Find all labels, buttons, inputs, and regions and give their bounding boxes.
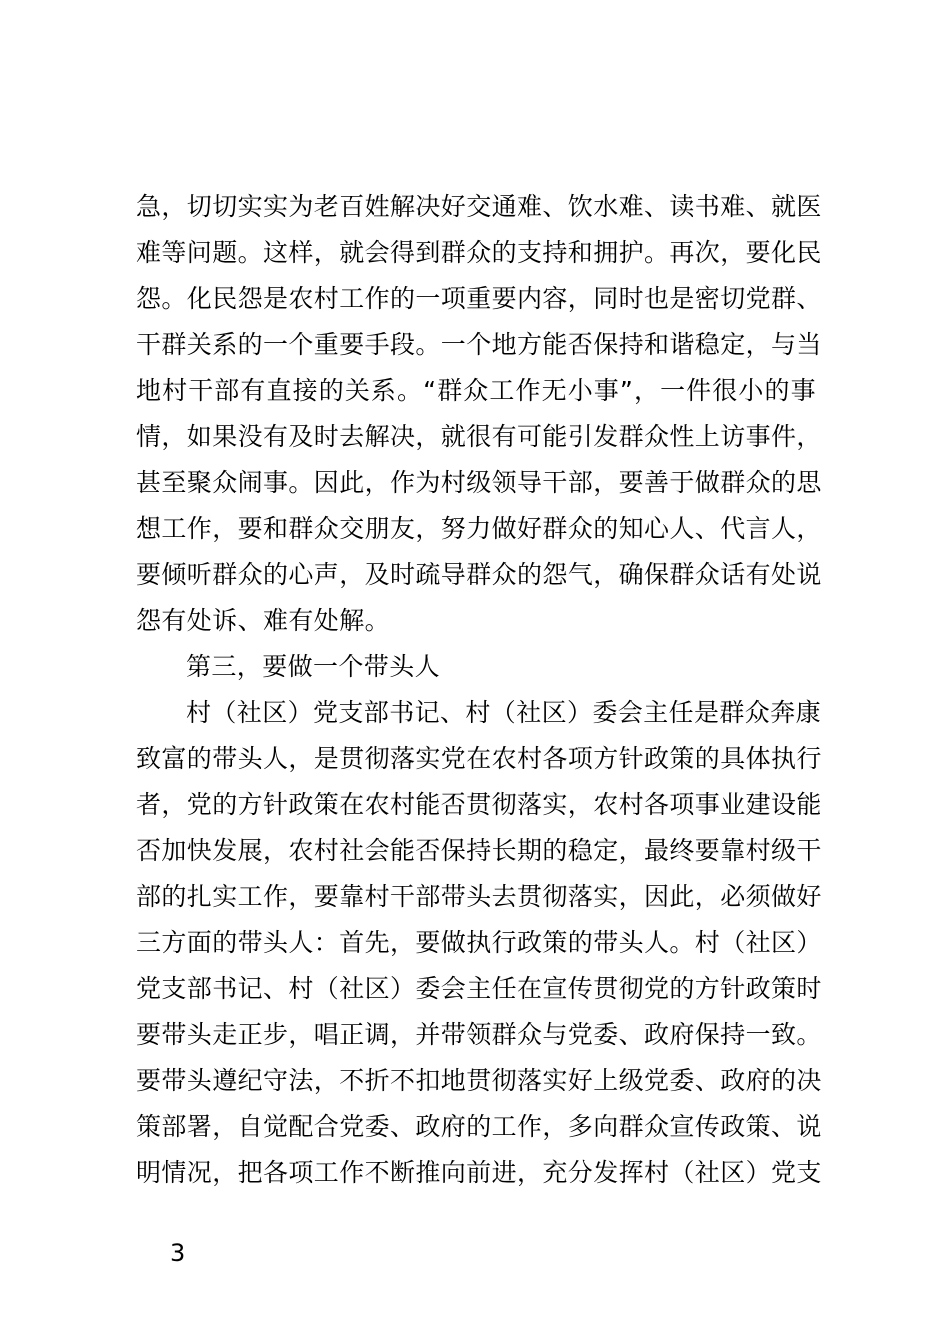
text-line: 者，党的方针政策在农村能否贯彻落实，农村各项事业建设能 <box>136 790 822 819</box>
text-line: 急，切切实实为老百姓解决好交通难、饮水难、读书难、就医 <box>136 192 822 221</box>
text-line: 地村干部有直接的关系。“群众工作无小事”，一件很小的事 <box>136 376 816 405</box>
text-line: 干群关系的一个重要手段。一个地方能否保持和谐稳定，与当 <box>136 330 822 359</box>
text-line: 甚至聚众闹事。因此，作为村级领导干部，要善于做群众的思 <box>136 468 822 497</box>
text-line: 要带头走正步，唱正调，并带领群众与党委、政府保持一致。 <box>136 1020 822 1049</box>
text-line: 党支部书记、村（社区）委会主任在宣传贯彻党的方针政策时 <box>136 974 822 1003</box>
section-heading: 第三，要做一个带头人 <box>186 652 441 681</box>
text-line: 怨。化民怨是农村工作的一项重要内容，同时也是密切党群、 <box>136 284 822 313</box>
text-line: 否加快发展，农村社会能否保持长期的稳定，最终要靠村级干 <box>136 836 822 865</box>
text-line: 部的扎实工作，要靠村干部带头去贯彻落实，因此，必须做好 <box>136 882 822 911</box>
text-line: 策部署，自觉配合党委、政府的工作，多向群众宣传政策、说 <box>136 1112 822 1141</box>
text-line: 怨有处诉、难有处解。 <box>136 606 391 635</box>
text-line: 情，如果没有及时去解决，就很有可能引发群众性上访事件， <box>136 422 822 451</box>
text-line: 明情况，把各项工作不断推向前进，充分发挥村（社区）党支 <box>136 1158 822 1187</box>
text-line: 致富的带头人，是贯彻落实党在农村各项方针政策的具体执行 <box>136 744 822 773</box>
text-line: 村（社区）党支部书记、村（社区）委会主任是群众奔康 <box>186 698 822 727</box>
text-line: 三方面的带头人：首先，要做执行政策的带头人。村（社区） <box>136 928 822 957</box>
page-number: 3 <box>170 1239 186 1267</box>
text-line: 想工作，要和群众交朋友，努力做好群众的知心人、代言人， <box>136 514 822 543</box>
text-line: 要倾听群众的心声，及时疏导群众的怨气，确保群众话有处说 <box>136 560 822 589</box>
text-line: 难等问题。这样，就会得到群众的支持和拥护。再次，要化民 <box>136 238 822 267</box>
text-line: 要带头遵纪守法，不折不扣地贯彻落实好上级党委、政府的决 <box>136 1066 822 1095</box>
